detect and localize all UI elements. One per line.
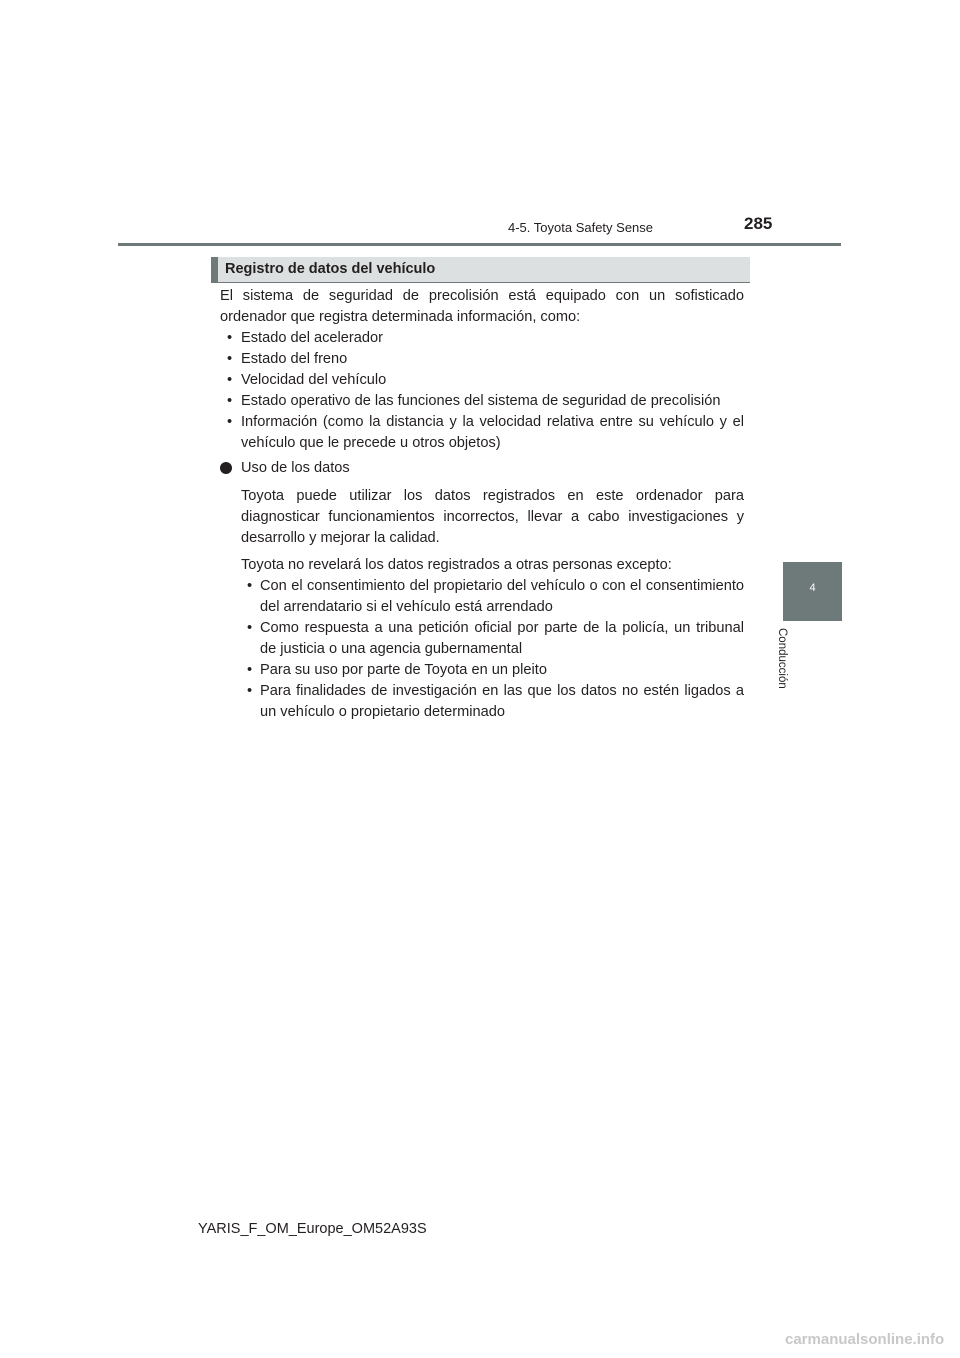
list-item: • Estado del acelerador (227, 330, 383, 346)
header-divider (118, 243, 841, 246)
disclosure-exceptions-list (241, 576, 744, 723)
disclosure-paragraph: Toyota no revelará los datos registrados a otras personas excepto: (241, 557, 672, 573)
data-use-paragraph: Toyota puede utilizar los datos registrados en este ordenador para diagnosticar funcionamientos incorrectos, llevar a cabo investigaciones y desarrollo y mejorar la calidad. (241, 488, 744, 546)
list-item: • Información (como la distancia y la velocidad relativa entre su vehículo y el vehículo que le precede u otros objetos) (227, 414, 744, 451)
list-item: • Con el consentimiento del propietario del vehículo o con el consentimiento del arrendatario si el vehículo está arrendado (247, 578, 744, 615)
list-item: • Estado del freno (227, 351, 348, 367)
chapter-tab[interactable] (783, 562, 842, 621)
bullet-circle-icon (220, 462, 232, 474)
section-title-box (211, 257, 750, 283)
data-use-heading: Uso de los datos (220, 458, 744, 479)
chapter-number: 4 (809, 582, 816, 594)
list-item: • Para su uso por parte de Toyota en un pleito (247, 662, 547, 678)
header-section-title: 4-5. Toyota Safety Sense (508, 220, 654, 235)
section-content (220, 286, 744, 723)
chapter-name: Conducción (776, 628, 788, 689)
list-item: • Para finalidades de investigación en las que los datos no estén ligados a un vehículo o propietario determinado (247, 683, 744, 720)
list-item: • Estado operativo de las funciones del sistema de seguridad de precolisión (227, 393, 721, 409)
list-item: • Velocidad del vehículo (227, 372, 387, 388)
chapter-label (776, 628, 806, 708)
page-number: 285 (744, 214, 773, 233)
section-title: Registro de datos del vehículo (225, 261, 436, 277)
footer-doc-id: YARIS_F_OM_Europe_OM52A93S (198, 1221, 427, 1237)
section-title-bar (211, 257, 218, 282)
intro-paragraph: El sistema de seguridad de precolisión está equipado con un sofisticado ordenador que registra determinada información, como: (220, 288, 744, 325)
recorded-info-list (220, 328, 744, 454)
watermark: carmanualsonline.info (785, 1331, 945, 1348)
list-item: • Como respuesta a una petición oficial por parte de la policía, un tribunal de justicia o una agencia gubernamental (247, 620, 744, 657)
data-use-body (241, 486, 744, 723)
